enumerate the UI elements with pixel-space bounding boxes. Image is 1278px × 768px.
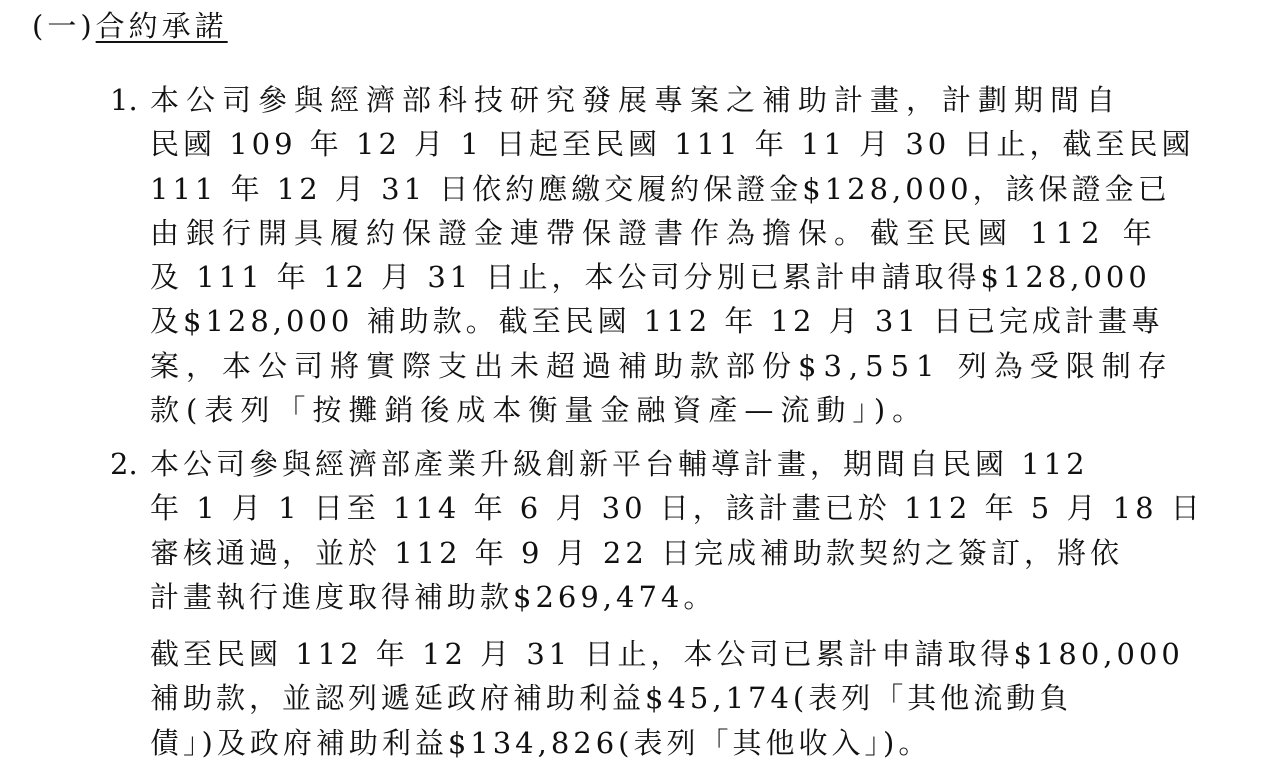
item-2-line-4: 計畫執行進度取得補助款$269,474。 [150, 579, 717, 614]
item-2-line-2: 年 1 月 1 日至 114 年 6 月 30 日，該計畫已於 112 年 5 月 18 日 [150, 491, 1204, 526]
item-1-line-4: 由銀行開具履約保證金連帶保證書作為擔保。截至民國 112 年 [150, 215, 1159, 250]
item-2-followup-paragraph [150, 632, 1230, 765]
item-2-line-1: 本公司參與經濟部產業升級創新平台輔導計畫，期間自民國 112 [150, 447, 1089, 481]
item-1-line-6: 及$128,000 補助款。截至民國 112 年 12 月 31 日已完成計畫專 [150, 304, 1165, 339]
item-1-line-2: 民國 109 年 12 月 1 日起至民國 111 年 11 月 30 日止，截至民國 [150, 127, 1195, 162]
item-2-paragraph [150, 442, 1230, 619]
item-2-followup-line-1: 截至民國 112 年 12 月 31 日止，本公司已累計申請取得$180,000 [150, 637, 1184, 671]
item-1-line-3: 111 年 12 月 31 日依約應繳交履約保證金$128,000，該保證金已 [150, 171, 1171, 206]
item-1-number: 1. [110, 83, 138, 117]
section-heading-prefix: (一) [32, 9, 96, 43]
item-2-line-3: 審核通過，並於 112 年 9 月 22 日完成補助款契約之簽訂，將依 [150, 535, 1124, 570]
item-2-followup-line-2: 補助款，並認列遞延政府補助利益$45,174(表列「其他流動負 [150, 681, 1073, 716]
item-1-line-1: 本公司參與經濟部科技研究發展專案之補助計畫，計劃期間自 [150, 83, 1123, 117]
section-heading-title: 合約承諾 [95, 9, 228, 43]
section-heading [32, 6, 228, 46]
item-1-line-7: 案，本公司將實際支出未超過補助款部份$3,551 列為受限制存 [150, 348, 1174, 383]
item-2-number: 2. [110, 447, 138, 481]
item-1-line-5: 及 111 年 12 月 31 日止，本公司分別已累計申請取得$128,000 [150, 260, 1151, 295]
item-2-followup-line-3: 債」)及政府補助利益$134,826(表列「其他收入」)。 [150, 725, 932, 760]
item-1-line-8: 款(表列「按攤銷後成本衡量金融資產—流動」)。 [150, 393, 929, 428]
item-1-paragraph [150, 78, 1230, 432]
